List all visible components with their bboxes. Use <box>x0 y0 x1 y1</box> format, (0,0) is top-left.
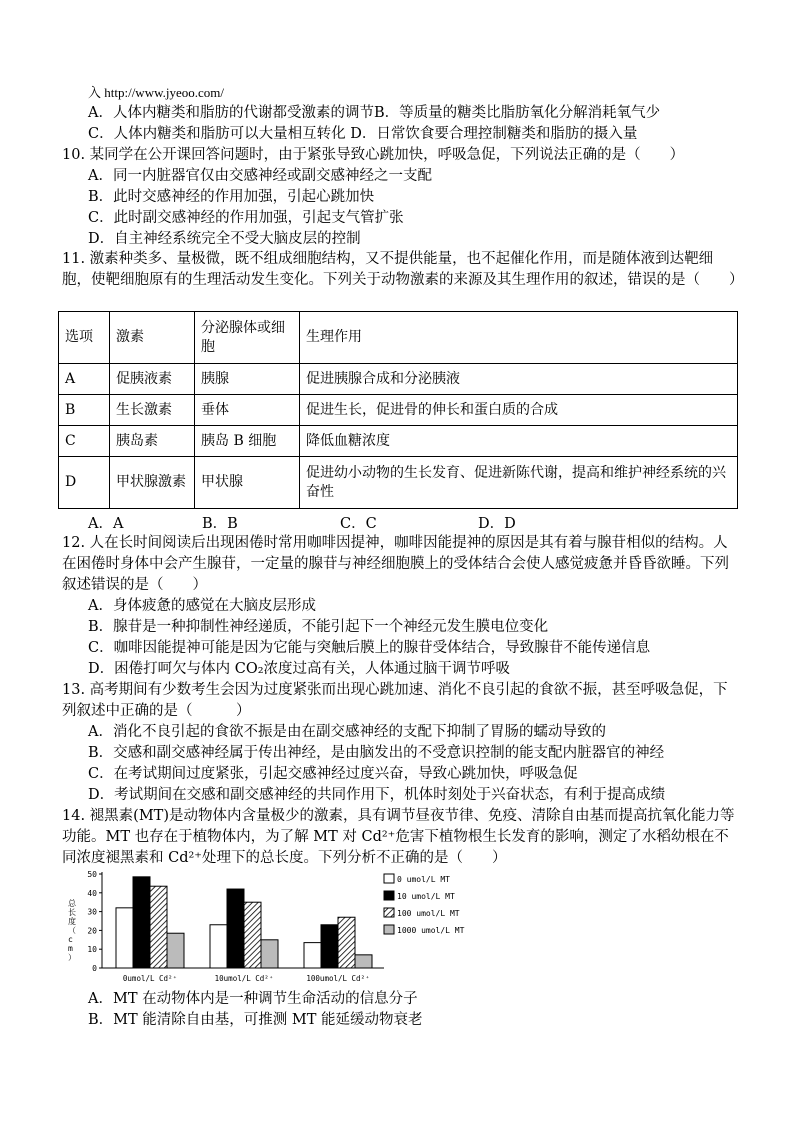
table-row <box>59 395 738 426</box>
q10-option-b: B．此时交感神经的作用加强，引起心跳加快 <box>88 189 375 205</box>
legend-swatch <box>384 925 394 934</box>
q14-option-b: B．MT 能清除自由基，可推测 MT 能延缓动物衰老 <box>88 1012 423 1028</box>
table-header-cell: 生理作用 <box>300 312 738 364</box>
q12-stem: 12. 人在长时间阅读后出现困倦时常用咖啡因提神，咖啡因能提神的原因是其有着与腺苷相似的结构。人在困倦时身体中会产生腺苷，一定量的腺苷与神经细胞膜上的受体结合会使人感觉疲惫并昏昏欲睡。下列叙述错误的是（ ） <box>62 535 729 593</box>
source-url: 入 http://www.jyeoo.com/ <box>88 85 225 100</box>
bar <box>338 917 355 968</box>
q13-option-b: B．交感和副交感神经属于传出神经，是由脑发出的不受意识控制的能支配内脏器官的神经 <box>88 745 665 761</box>
q12-option-c: C．咖啡因能提神可能是因为它能与突触后膜上的腺苷受体结合，导致腺苷不能传递信息 <box>88 640 651 656</box>
q13-option-a: A．消化不良引起的食欲不振是由在副交感神经的支配下抑制了胃肠的蠕动导致的 <box>88 724 606 740</box>
legend-label: 100 umol/L MT <box>397 909 460 918</box>
y-tick-label: 50 <box>87 870 97 879</box>
x-tick-label: 0umol/L Cd²⁺ <box>122 974 178 983</box>
table-header-row <box>59 312 738 364</box>
q9-options-cd: C．人体内糖类和脂肪可以大量相互转化 D．日常饮食要合理控制糖类和脂肪的摄入量 <box>88 126 638 142</box>
y-tick-label: 30 <box>87 907 97 917</box>
mt-root-length-chart <box>62 866 482 992</box>
table-header-cell: 选项 <box>59 312 110 364</box>
bar <box>227 889 244 968</box>
q13-option-d: D．考试期间在交感和副交感神经的共同作用下，机体时刻处于兴奋状态，有利于提高成绩 <box>88 787 666 803</box>
bar <box>304 943 321 968</box>
q12-option-b: B．腺苷是一种抑制性神经递质，不能引起下一个神经元发生膜电位变化 <box>88 619 549 635</box>
q13-option-c: C．在考试期间过度紧张，引起交感神经过度兴奋，导致心跳加快，呼吸急促 <box>88 766 578 782</box>
table-cell: 促进生长，促进骨的伸长和蛋白质的合成 <box>300 395 738 426</box>
table-cell: 促进胰腺合成和分泌胰液 <box>300 364 738 395</box>
legend-swatch <box>384 891 394 900</box>
table-row <box>59 364 738 395</box>
bar <box>210 925 227 968</box>
hormone-table <box>58 311 738 509</box>
q11-choice-d: D．D <box>478 516 516 532</box>
x-tick-label: 100umol/L Cd²⁺ <box>306 974 370 983</box>
y-axis-label: 总长度（ c m ） <box>68 899 76 962</box>
table-cell: 垂体 <box>195 395 300 426</box>
table-cell: 促进幼小动物的生长发育、促进新陈代谢，提高和维护神经系统的兴奋性 <box>300 457 738 509</box>
y-tick-label: 0 <box>92 964 97 973</box>
table-cell: 胰岛 B 细胞 <box>195 426 300 457</box>
table-header-cell: 激素 <box>110 312 195 364</box>
y-tick-label: 10 <box>87 945 97 955</box>
bar <box>261 940 278 968</box>
q12-option-a: A．身体疲惫的感觉在大脑皮层形成 <box>88 598 316 614</box>
legend-label: 10 umol/L MT <box>397 892 455 901</box>
bar <box>321 925 338 968</box>
legend-label: 1000 umol/L MT <box>397 926 465 935</box>
q11-choices <box>88 512 516 533</box>
y-tick-label: 20 <box>87 926 97 936</box>
table-cell: 促胰液素 <box>110 364 195 395</box>
table-header-cell: 分泌腺体或细胞 <box>195 312 300 364</box>
bar <box>133 877 150 968</box>
x-tick-label: 10umol/L Cd²⁺ <box>214 974 274 983</box>
q10-option-d: D．自主神经系统完全不受大脑皮层的控制 <box>88 231 361 247</box>
table-cell: 降低血糖浓度 <box>300 426 738 457</box>
table-cell: 生长激素 <box>110 395 195 426</box>
table-cell: 胰腺 <box>195 364 300 395</box>
q11-choice-c: C．C <box>340 516 377 532</box>
q10-option-c: C．此时副交感神经的作用加强，引起支气管扩张 <box>88 210 404 226</box>
q12-option-d: D．困倦打呵欠与体内 CO₂浓度过高有关，人体通过脑干调节呼吸 <box>88 661 511 677</box>
bar <box>150 886 167 968</box>
table-row <box>59 457 738 509</box>
bar <box>244 902 261 968</box>
table-cell: B <box>59 395 110 426</box>
table-row <box>59 426 738 457</box>
q10-stem: 10. 某同学在公开课回答问题时，由于紧张导致心跳加快，呼吸急促，下列说法正确的是（ ） <box>62 147 685 163</box>
table-cell: 甲状腺 <box>195 457 300 509</box>
legend-swatch <box>384 874 394 883</box>
q11-choice-a: A．A <box>88 516 124 532</box>
q10-option-a: A．同一内脏器官仅由交感神经或副交感神经之一支配 <box>88 168 432 184</box>
table-cell: D <box>59 457 110 509</box>
q13-stem: 13. 高考期间有少数考生会因为过度紧张而出现心跳加速、消化不良引起的食欲不振，甚至呼吸急促，下列叙述中正确的是（ ） <box>62 682 728 719</box>
bar <box>167 933 184 968</box>
bar <box>355 955 372 968</box>
q14-stem: 14. 褪黑素(MT)是动物体内含量极少的激素，具有调节昼夜节律、免疫、清除自由基而提高抗氧化能力等功能。MT 也存在于植物体内，为了解 MT 对 Cd²⁺危害下植物根生长发育的影响，测定了水稻幼根在不同浓度褪黑素和 Cd²⁺处理下的总长度。下列分析不正确的是（ ） <box>62 808 735 866</box>
q14-option-a: A．MT 在动物体内是一种调节生命活动的信息分子 <box>88 991 418 1007</box>
q11-stem: 11. 激素种类多、量极微，既不组成细胞结构，又不提供能量，也不起催化作用，而是随体液到达靶细胞，使靶细胞原有的生理活动发生变化。下列关于动物激素的来源及其生理作用的叙述，错误的是（ ） <box>62 251 744 288</box>
table-cell: C <box>59 426 110 457</box>
legend-swatch <box>384 908 394 917</box>
table-cell: 甲状腺激素 <box>110 457 195 509</box>
table-cell: 胰岛素 <box>110 426 195 457</box>
bar <box>116 908 133 968</box>
y-tick-label: 40 <box>87 888 97 898</box>
q9-options-ab: A．人体内糖类和脂肪的代谢都受激素的调节B．等质量的糖类比脂肪氧化分解消耗氧气少 <box>88 105 661 121</box>
table-cell: A <box>59 364 110 395</box>
q11-choice-b: B．B <box>202 516 238 532</box>
legend-label: 0 umol/L MT <box>397 875 450 884</box>
